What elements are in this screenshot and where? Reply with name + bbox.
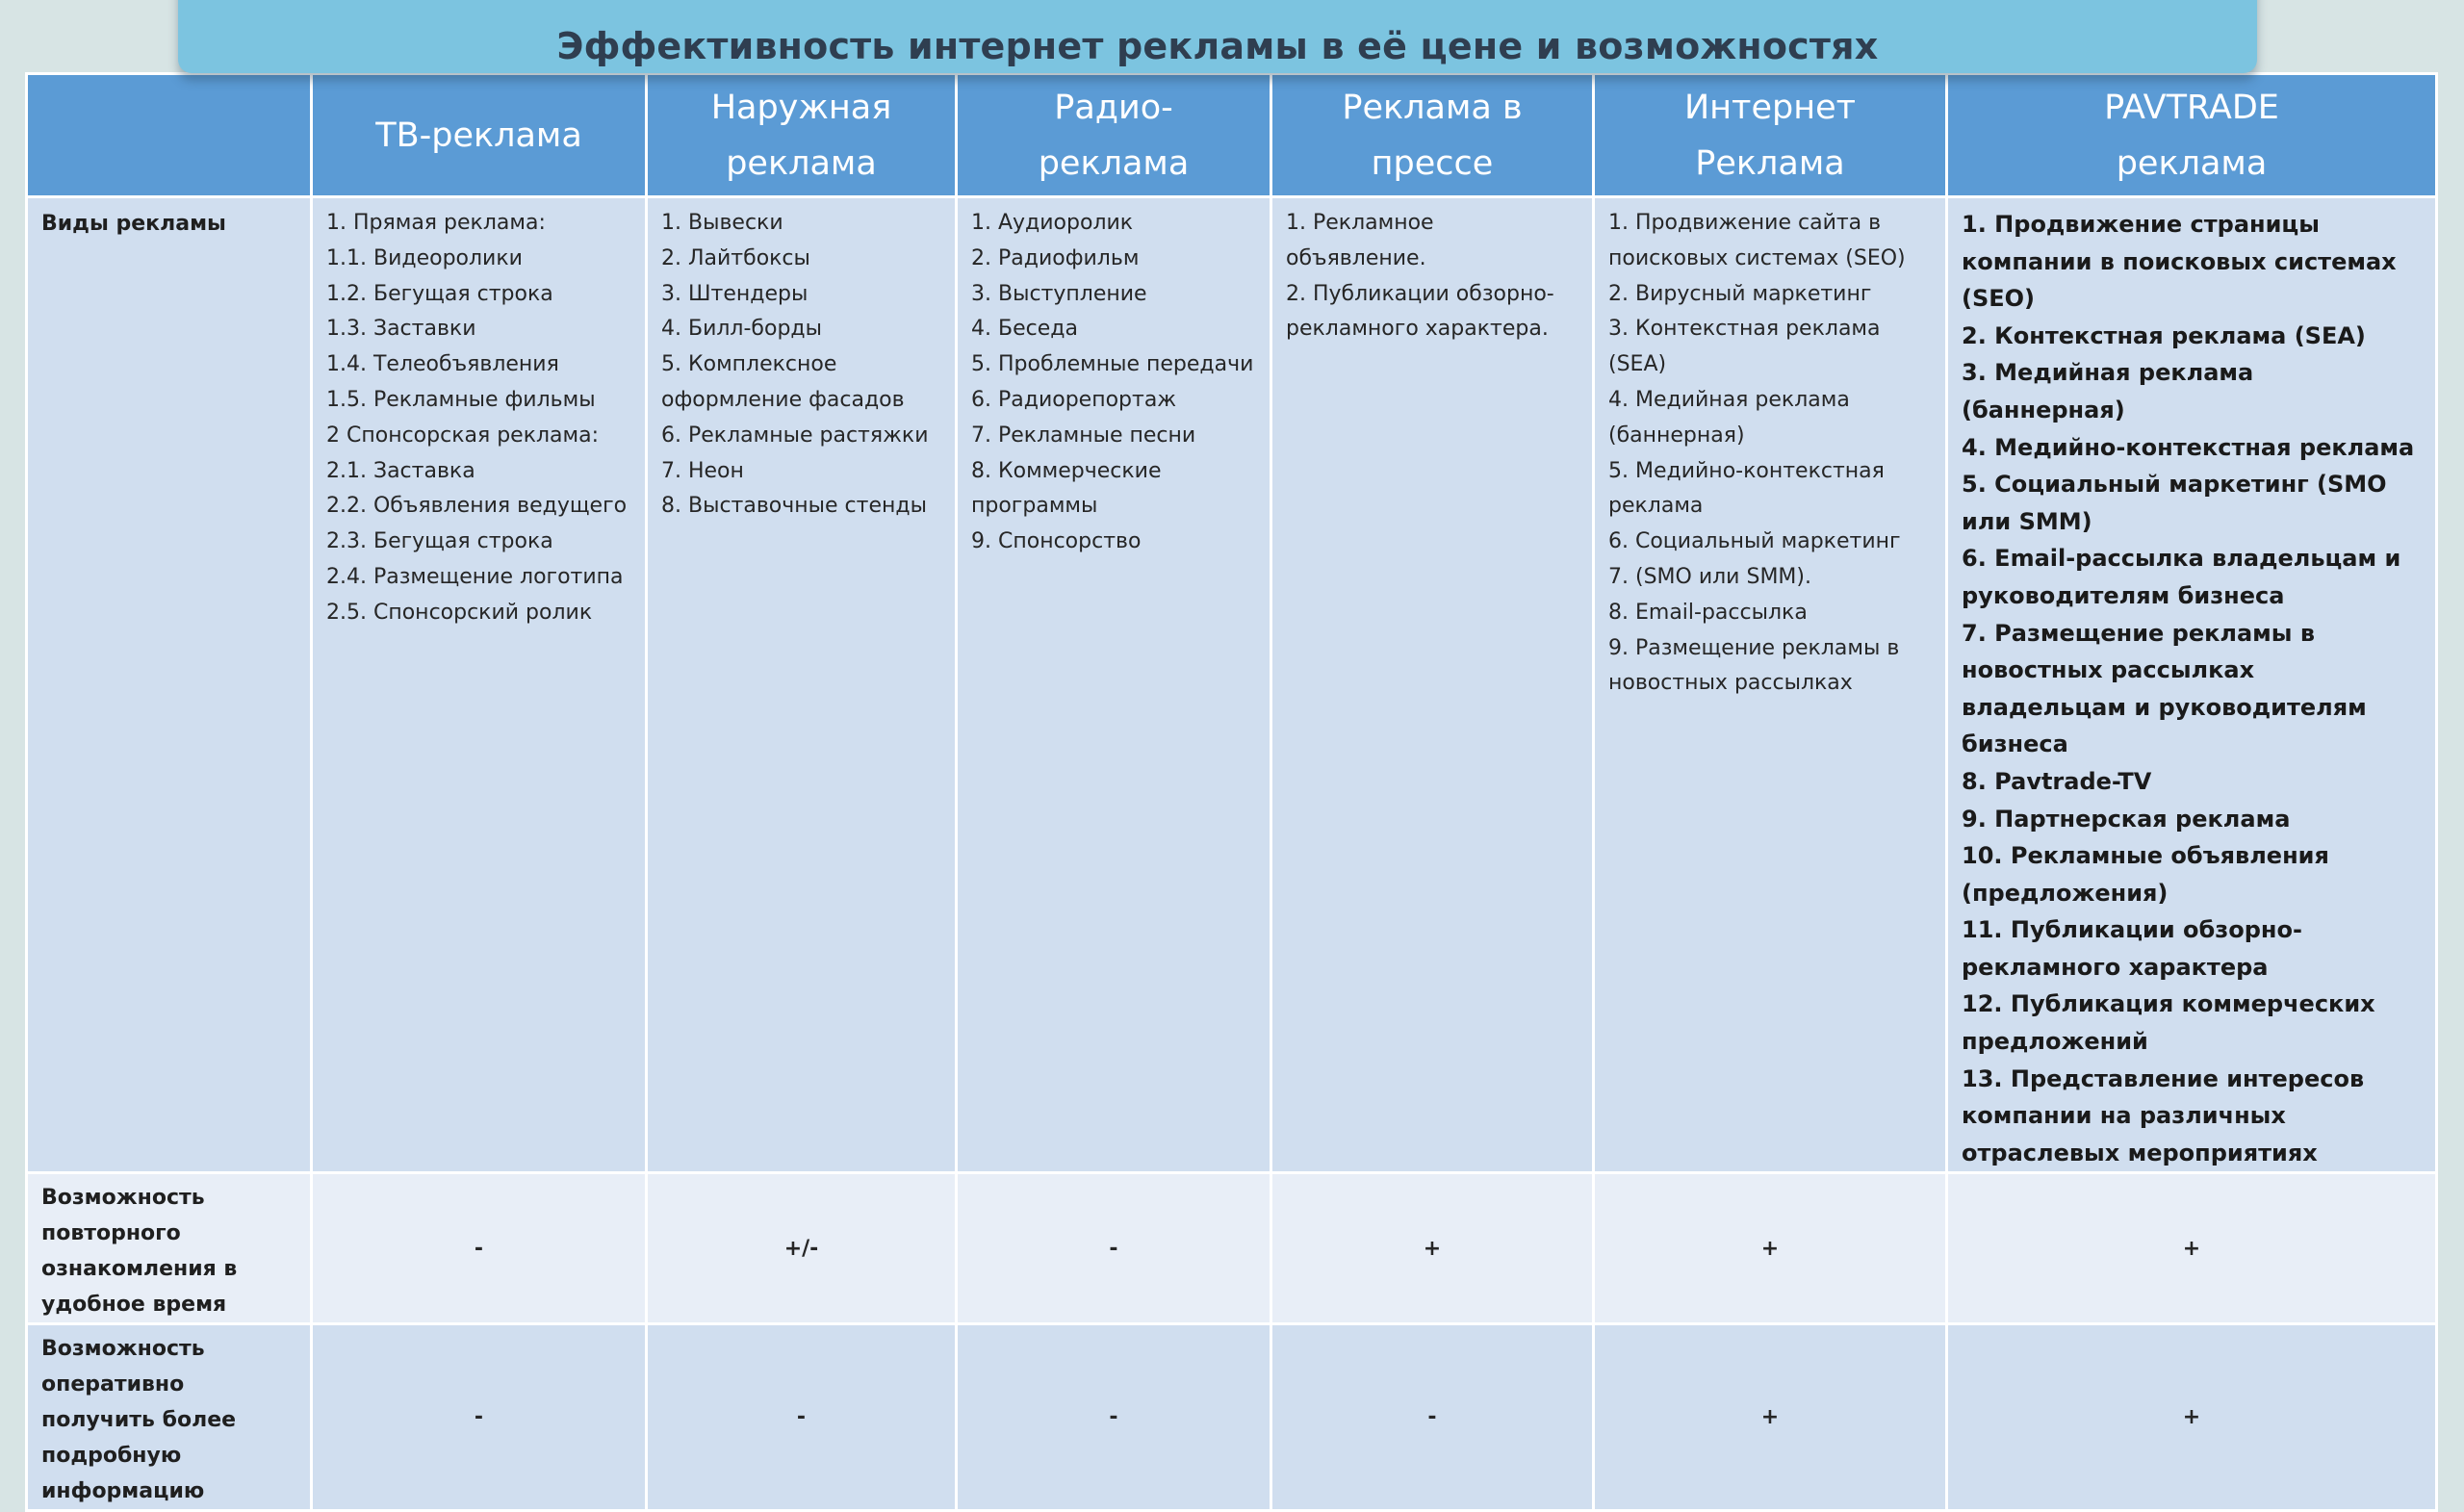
outdoor-types-list — [661, 206, 943, 525]
list-item: 2. Контекстная реклама (SEA) — [1962, 321, 2366, 349]
row-more-info — [27, 1324, 2437, 1511]
list-item: 4. Медийно-контекстная реклама — [1962, 433, 2415, 461]
header-row — [27, 74, 2437, 197]
row-label-ad-types: Виды рекламы — [27, 197, 312, 1173]
list-item: 1. Аудиоролик — [971, 211, 1134, 235]
cell-outdoor-types — [647, 197, 957, 1173]
pavtrade-types-list — [1962, 206, 2424, 1171]
list-item: 8. Pavtrade-TV — [1962, 767, 2152, 795]
list-item: 7. Размещение рекламы в новостных рассылках владельцам и руководителям бизнеса — [1962, 619, 2367, 758]
list-item: 1.3. Заставки — [326, 317, 476, 342]
list-item: 7. Рекламные песни — [971, 423, 1196, 448]
cell-internet-types — [1594, 197, 1947, 1173]
list-item: 13. Представление интересов компании на различных отраслевых мероприятиях — [1962, 1064, 2365, 1166]
list-item: 5. Социальный маркетинг (SMO или SMM) — [1962, 471, 2387, 535]
list-item: 1.2. Бегущая строка — [326, 281, 553, 306]
mark-internet-info: + — [1594, 1324, 1947, 1511]
list-item: 9. Партнерская реклама — [1962, 805, 2291, 833]
header-press — [1271, 74, 1594, 197]
header-pavtrade-label: PAVTRADE реклама — [2104, 88, 2279, 183]
header-empty — [27, 74, 312, 197]
cell-radio-types — [957, 197, 1271, 1173]
list-item: 1.1. Видеоролики — [326, 245, 523, 270]
cell-tv-types — [312, 197, 647, 1173]
list-item: 3. Медийная реклама (баннерная) — [1962, 359, 2254, 423]
mark-pavtrade-repeat: + — [1947, 1173, 2437, 1324]
list-item: 2.1. Заставка — [326, 458, 475, 483]
comparison-table — [25, 72, 2438, 1512]
header-internet — [1594, 74, 1947, 197]
mark-tv-repeat: - — [312, 1173, 647, 1324]
list-item: 6. Радиорепортаж — [971, 387, 1177, 412]
list-item: 11. Публикации обзорно-рекламного характера — [1962, 916, 2302, 981]
mark-pavtrade-info: + — [1947, 1324, 2437, 1511]
mark-radio-repeat: - — [957, 1173, 1271, 1324]
list-item: 1. Вывески — [661, 211, 783, 235]
list-item: 8. Выставочные стенды — [661, 494, 927, 519]
internet-types-list — [1608, 206, 1934, 702]
radio-types-list — [971, 206, 1258, 560]
mark-press-repeat: + — [1271, 1173, 1594, 1324]
header-pavtrade — [1947, 74, 2437, 197]
header-radio — [957, 74, 1271, 197]
mark-internet-repeat: + — [1594, 1173, 1947, 1324]
list-item: 6. Социальный маркетинг — [1608, 529, 1901, 554]
list-item: 3. Контекстная реклама (SEA) — [1608, 317, 1881, 377]
header-tv-label: ТВ-реклама — [375, 115, 582, 155]
list-item: 1. Продвижение страницы компании в поисковых системах (SEO) — [1962, 211, 2397, 313]
row-ad-types — [27, 197, 2437, 1173]
header-outdoor — [647, 74, 957, 197]
header-press-label: Реклама в прессе — [1342, 88, 1523, 183]
header-outdoor-label: Наружная реклама — [710, 88, 892, 183]
list-item: 2. Лайтбоксы — [661, 245, 810, 270]
list-item: 7. (SMO или SMM). — [1608, 564, 1811, 589]
list-item: 3. Выступление — [971, 281, 1147, 306]
list-item: 2. Вирусный маркетинг — [1608, 281, 1872, 306]
list-item: 3. Штендеры — [661, 281, 808, 306]
list-item: 9. Спонсорство — [971, 529, 1142, 554]
header-tv — [312, 74, 647, 197]
list-item: 8. Email-рассылка — [1608, 600, 1808, 625]
list-item: 2.4. Размещение логотипа — [326, 564, 624, 589]
press-types-list — [1286, 206, 1580, 347]
tv-types-list — [326, 206, 633, 631]
list-item: 2.5. Спонсорский ролик — [326, 600, 593, 625]
list-item: 1. Продвижение сайта в поисковых системах (SEO) — [1608, 211, 1906, 270]
cell-press-types — [1271, 197, 1594, 1173]
list-item: 6. Рекламные растяжки — [661, 423, 929, 448]
list-item: 8. Коммерческие программы — [971, 458, 1162, 519]
mark-outdoor-repeat: +/- — [647, 1173, 957, 1324]
list-item: 6. Email-рассылка владельцам и руководителям бизнеса — [1962, 545, 2401, 609]
list-item: 5. Проблемные передачи — [971, 352, 1254, 377]
mark-press-info: - — [1271, 1324, 1594, 1511]
list-item: 2.2. Объявления ведущего — [326, 494, 628, 519]
list-item: 1. Рекламное объявление. — [1286, 211, 1434, 270]
list-item: 2. Радиофильм — [971, 245, 1140, 270]
list-item: 5. Медийно-контекстная реклама — [1608, 458, 1885, 519]
list-item: 2.3. Бегущая строка — [326, 529, 553, 554]
list-item: 1. Прямая реклама: — [326, 211, 546, 235]
title-banner — [178, 0, 2257, 73]
cell-pavtrade-types — [1947, 197, 2437, 1173]
list-item: 1.4. Телеобъявления — [326, 352, 559, 377]
list-item: 2 Спонсорская реклама: — [326, 423, 600, 448]
mark-tv-info: - — [312, 1324, 647, 1511]
list-item: 5. Комплексное оформление фасадов — [661, 352, 905, 412]
list-item: 12. Публикация коммерческих предложений — [1962, 990, 2375, 1056]
list-item: 4. Медийная реклама (баннерная) — [1608, 387, 1850, 448]
list-item: 10. Рекламные объявления (предложения) — [1962, 842, 2329, 907]
mark-radio-info: - — [957, 1324, 1271, 1511]
row-repeat-viewing — [27, 1173, 2437, 1324]
list-item: 4. Билл-борды — [661, 317, 823, 342]
list-item: 4. Беседа — [971, 317, 1078, 342]
list-item: 1.5. Рекламные фильмы — [326, 387, 596, 412]
list-item: 2. Публикации обзорно-рекламного характера. — [1286, 281, 1554, 342]
row-label-repeat-viewing: Возможность повторного ознакомления в удобное время — [27, 1173, 312, 1324]
list-item: 9. Размещение рекламы в новостных рассылках — [1608, 635, 1900, 696]
mark-outdoor-info: - — [647, 1324, 957, 1511]
row-label-more-info: Возможность оперативно получить более подробную информацию — [27, 1324, 312, 1511]
header-radio-label: Радио-реклама — [1038, 88, 1190, 183]
page-title: Эффективность интернет рекламы в её цене и возможностях — [556, 25, 1879, 67]
header-internet-label: Интернет Реклама — [1683, 88, 1856, 183]
list-item: 7. Неон — [661, 458, 744, 483]
